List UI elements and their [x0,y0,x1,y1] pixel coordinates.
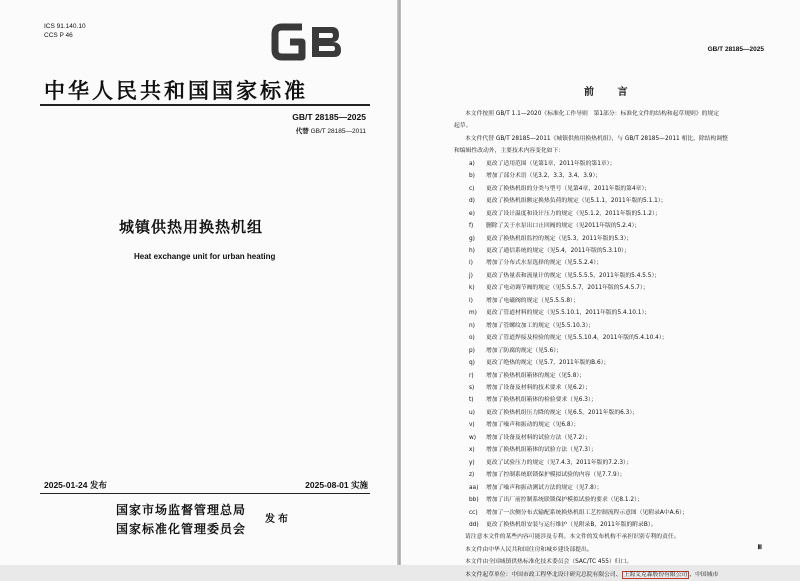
change-text: 更改了试验压力的规定（见7.4.3，2011年版的7.2.3）； [486,459,632,466]
change-letter: e) [469,210,475,217]
change-letter: o) [469,335,475,342]
change-item [454,332,769,344]
standard-name-chinese: 城镇供热用换热机组 [119,218,264,236]
drafting-units-text-cont: 、中国城市 [689,571,719,578]
change-item [454,245,769,257]
issuer-samr: 国家市场监督管理总局 [116,503,247,517]
change-letter: z) [469,472,475,479]
change-letter: v) [469,422,475,429]
change-item [454,382,769,394]
change-text: 增加了防腐的规定（见5.6）； [486,347,562,354]
change-letter: r) [469,372,474,379]
change-text: 更改了热量表和流量计的规定（见5.5.5.5，2011年版的5.4.5.5）； [486,272,661,279]
change-letter: h) [469,247,475,254]
ccs-code: CCS P 46 [44,32,73,39]
change-letter: n) [469,322,475,329]
change-text: 增加了电磁阀的规定（见5.5.5.8）； [486,297,579,304]
change-item [454,407,769,419]
change-text: 更改了换热机组监控的规定（见5.3，2011年版的5.3）； [486,235,633,242]
change-letter: l) [469,297,473,304]
cover-page [0,0,398,565]
change-item [454,195,769,207]
change-text: 增加了换热机组箱体的规定（见5.8）； [486,372,586,379]
issuer-sac: 国家标准化管理委员会 [116,522,247,536]
change-text: 更改了设计温度和设计压力的规定（见5.1.2，2011年版的5.1.2）； [486,210,661,217]
change-text: 更改了适用范围（见第1章，2011年版的第1章）； [486,160,616,167]
change-text: 更改了电动调节阀的规定（见5.5.5.7，2011年版的5.4.5.7）； [486,285,649,292]
change-text: 更改了管道焊接及检验的规定（见5.5.10.4，2011年版的5.4.10.4）； [486,335,668,342]
change-letter: y) [469,459,475,466]
change-text: 更改了绝热的规定（见5.7，2011年版的B.6）； [486,360,610,367]
change-letter: x) [469,447,475,454]
change-item [454,183,769,195]
change-item [454,320,769,332]
change-item [454,394,769,406]
change-letter: m) [469,310,477,317]
running-header: GB/T 28185—2025 [707,46,764,53]
change-item [454,345,769,357]
change-item [454,307,769,319]
change-letter: cc) [469,509,478,516]
change-letter: p) [469,347,475,354]
paragraph-text: 本文件代替 GB/T 28185—2011《城镇供热用换热机组》，与 GB/T 28185—2011 相比，除结构调整 [465,135,728,142]
preface-page [401,0,800,578]
change-item [454,482,769,494]
change-item [454,419,769,431]
change-letter: f) [469,223,474,230]
change-letter: w) [469,434,477,441]
change-item [454,494,769,506]
change-text: 增加了换热机组箱体的试验方法（见7.3）； [486,447,597,454]
change-text: 增加了设备及材料的试验方法（见7.2）； [486,434,591,441]
preface-body [454,108,769,581]
gb-logo [272,18,346,66]
change-text: 更改了换热机组额定换热负荷的规定（见5.1.1，2011年版的5.1.1）； [486,198,667,205]
change-letter: c) [469,185,475,192]
change-item [454,208,769,220]
change-letter: a) [469,160,475,167]
change-text: 增加了换热机组箱体的检验要求（见6.3）； [486,397,597,404]
classification-codes [44,22,86,40]
drafting-units [454,569,769,581]
implementation-date: 2025-08-01 实施 [305,480,368,490]
change-text: 更改了换热机组安装与运行维护（见附录B，2011年版的附录B）。 [486,521,657,528]
proposer-statement: 本文件由中华人民共和国住房和城乡建设部提出。 [465,546,593,553]
change-text: 增加了噪声和振动测试方法的规定（见7.8）； [486,484,603,491]
issuing-authorities [116,501,246,539]
change-item [454,295,769,307]
paragraph-text: 和编辑性改动外，主要技术内容变化如下： [454,148,565,155]
highlighted-drafter: 上海艾克森股份有限公司 [623,571,688,578]
change-letter: aa) [469,484,479,491]
change-text: 更改了管道材料的规定（见5.5.10.1，2011年版的5.4.10.1）； [486,310,651,317]
change-text: 删除了关于水泵出口止回阀的规定（见2011年版的5.2.4）； [486,223,641,230]
change-item [454,507,769,519]
change-item [454,370,769,382]
change-item [454,158,769,170]
change-letter: bb) [469,497,479,504]
change-item [454,357,769,369]
change-letter: s) [469,384,475,391]
change-text: 增加了管螺纹加工的规定（见5.5.10.3）； [486,322,595,329]
replacement-paragraph [454,133,769,158]
change-text: 更改了换热机组压力降的规定（见6.5，2011年版的6.3）； [486,409,639,416]
change-text: 增加了部分术语（见3.2、3.3、3.4、3.9）； [486,173,602,180]
change-letter: dd) [469,521,479,528]
preface-title: 前 言 [584,87,638,98]
change-letter: q) [469,360,475,367]
change-item [454,220,769,232]
change-letter: t) [469,397,474,404]
changes-list [454,158,769,532]
change-letter: j) [469,272,473,279]
title-divider [40,104,370,106]
change-letter: u) [469,409,475,416]
change-letter: i) [469,260,473,267]
paragraph-text: 本文件按照 GB/T 1.1—2020《标准化工作导则 第1部分：标准化文件的结构和起草规则》的规定 [465,111,719,117]
replaced-standard-number: GB/T 28185—2011 [310,128,366,135]
change-letter: d) [469,198,475,205]
change-item [454,457,769,469]
national-standard-title: 中华人民共和国国家标准 [44,79,308,103]
change-letter: k) [469,285,475,292]
change-text: 增加了一次侧分布式输配系统换热机组工艺控制流程示意图（见附录A中A.6）； [486,509,688,516]
replaces-label: 代替 [295,128,309,135]
change-text: 更改了通信系统的规定（见5.4，2011年版的5.3.10）； [486,247,630,254]
change-item [454,469,769,481]
change-text: 更改了换热机组的分类与型号（见第4章，2011年版的第4章）； [486,185,651,192]
change-letter: g) [469,235,475,242]
change-letter: b) [469,173,475,180]
paragraph-text: 起草。 [454,123,472,130]
committee-statement: 本文件由全国城镇供热标准化技术委员会（SAC/TC 455）归口。 [465,559,633,566]
drafting-rules-paragraph [454,108,769,133]
change-item [454,270,769,282]
replaces-line [296,126,366,135]
standard-number: GB/T 28185—2025 [292,112,366,122]
change-text: 增加了设备及材料的技术要求（见6.2）； [486,384,591,391]
change-text: 增加了分布式水泵选择的规定（见5.5.2.4）； [486,260,602,267]
standard-name-english: Heat exchange unit for urban heating [134,252,276,261]
change-item [454,233,769,245]
issue-label: 发布 [265,514,291,525]
change-item [454,257,769,269]
patent-notice: 请注意本文件的某些内容可能涉及专利。本文件的发布机构不承担识别专利的责任。 [465,534,680,541]
change-text: 增加了出厂前控制系统联锁保护模拟试验的要求（见8.1.2）； [486,497,643,504]
page-number: Ⅲ [757,544,762,551]
drafting-units-text: 本文件起草单位：中国市政工程华北设计研究总院有限公司、 [465,571,622,578]
change-item [454,519,769,531]
change-text: 增加了控制系统联锁保护模拟试验的内容（见7.7.9）； [486,472,626,479]
change-item [454,444,769,456]
publication-date: 2025-01-24 发布 [44,480,107,490]
change-text: 增加了噪声和振动的规定（见6.8）； [486,422,580,429]
change-item [454,170,769,182]
footer-divider [40,493,370,494]
change-item [454,432,769,444]
change-item [454,282,769,294]
ics-code: ICS 91.140.10 [44,23,86,30]
